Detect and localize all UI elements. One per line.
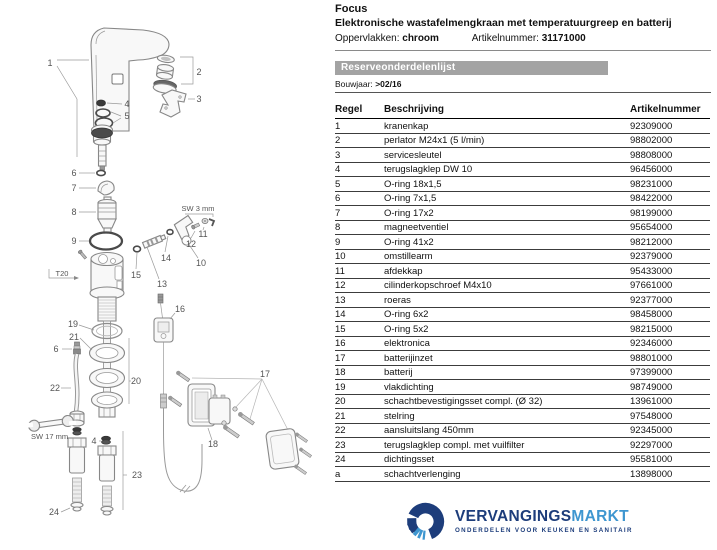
battery-holder-18 [188,384,230,426]
section-banner: Reserveonderdelenlijst [335,61,608,75]
cover-plate [265,428,299,470]
diagram-callout-5: 5 [124,111,130,121]
diagram-callout-14: 14 [160,253,172,263]
diagram-callout-19: 19 [67,319,79,329]
cell-beschrijving: magneetventiel [384,220,630,235]
table-row [335,394,710,409]
cell-beschrijving: O-ring 41x2 [384,235,630,250]
cell-regel: 18 [335,365,384,380]
diagram-callout-4: 4 [124,99,130,109]
o-ring-14 [167,230,173,235]
o-ring-6 [97,170,105,175]
aerator-parts [153,54,181,94]
cell-regel: 21 [335,409,384,424]
brand-name-secondary: MARKT [571,508,629,525]
cell-artikelnummer: 98215000 [630,322,710,337]
diagram-callout-12: 12 [185,239,197,249]
diagram-callout-6: 6 [71,168,77,178]
table-row [335,307,710,322]
cell-artikelnummer: 97548000 [630,409,710,424]
table-row [335,452,710,467]
cell-beschrijving: O-ring 7x1,5 [384,191,630,206]
service-key [160,90,186,117]
diagram-callout-sw3: SW 3 mm [181,204,215,213]
cell-regel: 10 [335,249,384,264]
table-row [335,206,710,221]
cell-regel: 5 [335,177,384,192]
diagram-callout-16: 16 [174,304,186,314]
diagram-callout-sw17: SW 17 mm [31,432,69,441]
cell-artikelnummer: 98808000 [630,148,710,163]
seal-4-lower [102,436,111,444]
cell-beschrijving: O-ring 17x2 [384,206,630,221]
cell-artikelnummer: 13898000 [630,467,710,482]
diagram-callout-17: 17 [259,369,271,379]
cell-beschrijving: vlakdichting [384,380,630,395]
table-row [335,293,710,308]
diagram-callout-3: 3 [196,94,202,104]
cell-regel: 22 [335,423,384,438]
article-value: 31171000 [541,33,586,44]
cell-regel: 15 [335,322,384,337]
cell-beschrijving: terugslagklep compl. met vuilfilter [384,438,630,453]
diagram-callout-15: 15 [130,270,142,280]
diagram-callout-20: 20 [130,376,142,386]
table-row [335,278,710,293]
cell-regel: 6 [335,191,384,206]
diagram-callout-21: 21 [68,332,80,342]
header-divider [335,50,711,51]
table-row [335,133,710,148]
column-header-beschrijving: Beschrijving [384,102,630,119]
cell-regel: 3 [335,148,384,163]
diagram-callout-23: 23 [132,470,143,480]
sensor-window [112,74,123,84]
cell-beschrijving: O-ring 5x2 [384,322,630,337]
table-row [335,409,710,424]
diagram-callout-8: 8 [71,207,77,217]
cell-beschrijving: batterijinzet [384,351,630,366]
table-row [335,264,710,279]
cell-artikelnummer: 95581000 [630,452,710,467]
diagram-callout-1: 1 [47,58,53,68]
table-row [335,220,710,235]
adjust-ring-21 [90,344,125,363]
table-row [335,235,710,250]
cell-regel: 17 [335,351,384,366]
table-row [335,336,710,351]
cell-artikelnummer: 95654000 [630,220,710,235]
cell-beschrijving: schachtbevestigingsset compl. (Ø 32) [384,394,630,409]
diagram-callout-7: 7 [71,183,77,193]
cell-artikelnummer: 98199000 [630,206,710,221]
solenoid-valve [98,197,116,233]
parts-list-panel [335,0,711,482]
exploded-diagram-illustration [0,0,335,550]
faucet-body [91,28,169,131]
diverter-shaft [143,234,167,248]
diagram-callout-t20: T20 [55,269,69,278]
vervangingsmarkt-logo-icon [403,499,448,544]
cell-beschrijving: cilinderkopschroef M4x10 [384,278,630,293]
cell-artikelnummer: 98231000 [630,177,710,192]
product-description: Elektronische wastafelmengkraan met temperatuurgreep en batterij [335,17,672,29]
o-ring-15 [134,246,141,252]
brand-name [455,509,633,525]
diagram-callout-22: 22 [49,383,61,393]
build-year-label: Bouwjaar: [335,79,373,89]
article-label: Artikelnummer: [471,33,539,44]
table-row [335,438,710,453]
o-ring-9 [90,233,122,250]
parts-table [335,102,710,482]
cell-beschrijving: O-ring 18x1,5 [384,177,630,192]
table-row [335,380,710,395]
cell-artikelnummer: 98422000 [630,191,710,206]
table-row [335,423,710,438]
cell-beschrijving: kranenkap [384,119,630,134]
cell-artikelnummer: 92377000 [630,293,710,308]
callout-1-leader [57,60,89,157]
cell-artikelnummer: 96456000 [630,162,710,177]
build-year-value: >02/16 [375,79,402,89]
product-meta [335,33,711,44]
cell-regel: 9 [335,235,384,250]
diagram-callout-24: 24 [48,507,60,517]
brand-tagline: ONDERDELEN VOOR KEUKEN EN SANITAIR [455,527,633,534]
diagram-callout-4b: 4 [91,436,97,446]
cell-beschrijving: servicesleutel [384,148,630,163]
table-row [335,119,710,134]
cover-cap [202,218,208,223]
cell-regel: 19 [335,380,384,395]
surface-value: chroom [402,33,439,44]
cell-regel: 16 [335,336,384,351]
diagram-callout-2: 2 [196,67,202,77]
cell-regel: 14 [335,307,384,322]
table-row [335,148,710,163]
table-row [335,177,710,192]
cell-artikelnummer: 92345000 [630,423,710,438]
cap-part [97,100,106,106]
column-header-artikelnummer: Artikelnummer [630,102,710,119]
dome-part [98,181,114,195]
table-row [335,322,710,337]
cell-beschrijving: elektronica [384,336,630,351]
table-row [335,351,710,366]
cell-regel: 11 [335,264,384,279]
logo-text-block [455,509,633,534]
cell-artikelnummer: 92309000 [630,119,710,134]
cell-regel: 13 [335,293,384,308]
cell-artikelnummer: 98749000 [630,380,710,395]
cell-beschrijving: batterij [384,365,630,380]
hose-fitting-6 [74,342,81,354]
diagram-callout-10: 10 [195,258,207,268]
cartridge-stem [92,125,113,170]
cell-beschrijving: afdekkap [384,264,630,279]
check-valve-left [68,428,86,512]
cell-artikelnummer: 13961000 [630,394,710,409]
brand-name-primary: VERVANGINGS [455,508,572,525]
cell-regel: 20 [335,394,384,409]
cell-regel: 12 [335,278,384,293]
diagram-callout-6b: 6 [53,344,59,354]
cell-artikelnummer: 92379000 [630,249,710,264]
cell-artikelnummer: 95433000 [630,264,710,279]
cell-beschrijving: schachtverlenging [384,467,630,482]
cell-artikelnummer: 98458000 [630,307,710,322]
diagram-callout-18: 18 [207,439,219,449]
cell-regel: 23 [335,438,384,453]
cell-artikelnummer: 92297000 [630,438,710,453]
cell-regel: 4 [335,162,384,177]
build-year [335,79,711,89]
table-row [335,467,710,482]
table-row [335,249,710,264]
cell-regel: 2 [335,133,384,148]
table-row [335,162,710,177]
check-valve-right [98,446,116,515]
table-row [335,365,710,380]
cell-regel: 7 [335,206,384,221]
cell-artikelnummer: 98802000 [630,133,710,148]
supply-hose-22 [70,354,84,426]
cell-beschrijving: dichtingsset [384,452,630,467]
open-end-wrench-icon [25,414,76,432]
cell-artikelnummer: 98212000 [630,235,710,250]
diagram-callout-9: 9 [71,236,77,246]
cell-beschrijving: aansluitslang 450mm [384,423,630,438]
cell-artikelnummer: 97661000 [630,278,710,293]
cell-artikelnummer: 98801000 [630,351,710,366]
column-header-regel: Regel [335,102,384,119]
torx-screw [78,249,87,259]
cell-regel: a [335,467,384,482]
cell-regel: 24 [335,452,384,467]
cell-artikelnummer: 92346000 [630,336,710,351]
parts-table-body [335,119,710,482]
cell-beschrijving: terugslagklep DW 10 [384,162,630,177]
cell-beschrijving: omstillearm [384,249,630,264]
cell-beschrijving: stelring [384,409,630,424]
cell-beschrijving: roeras [384,293,630,308]
cell-beschrijving: perlator M24x1 (5 l/min) [384,133,630,148]
table-header-row [335,102,710,119]
diagram-callout-13: 13 [156,279,168,289]
surface-label: Oppervlakken: [335,33,400,44]
cell-beschrijving: O-ring 6x2 [384,307,630,322]
cell-regel: 8 [335,220,384,235]
product-name: Focus [335,3,368,15]
table-row [335,191,710,206]
cell-regel: 1 [335,119,384,134]
diagram-callout-11: 11 [198,229,208,239]
vendor-logo [403,499,633,544]
cell-artikelnummer: 97399000 [630,365,710,380]
build-year-divider [335,92,711,93]
